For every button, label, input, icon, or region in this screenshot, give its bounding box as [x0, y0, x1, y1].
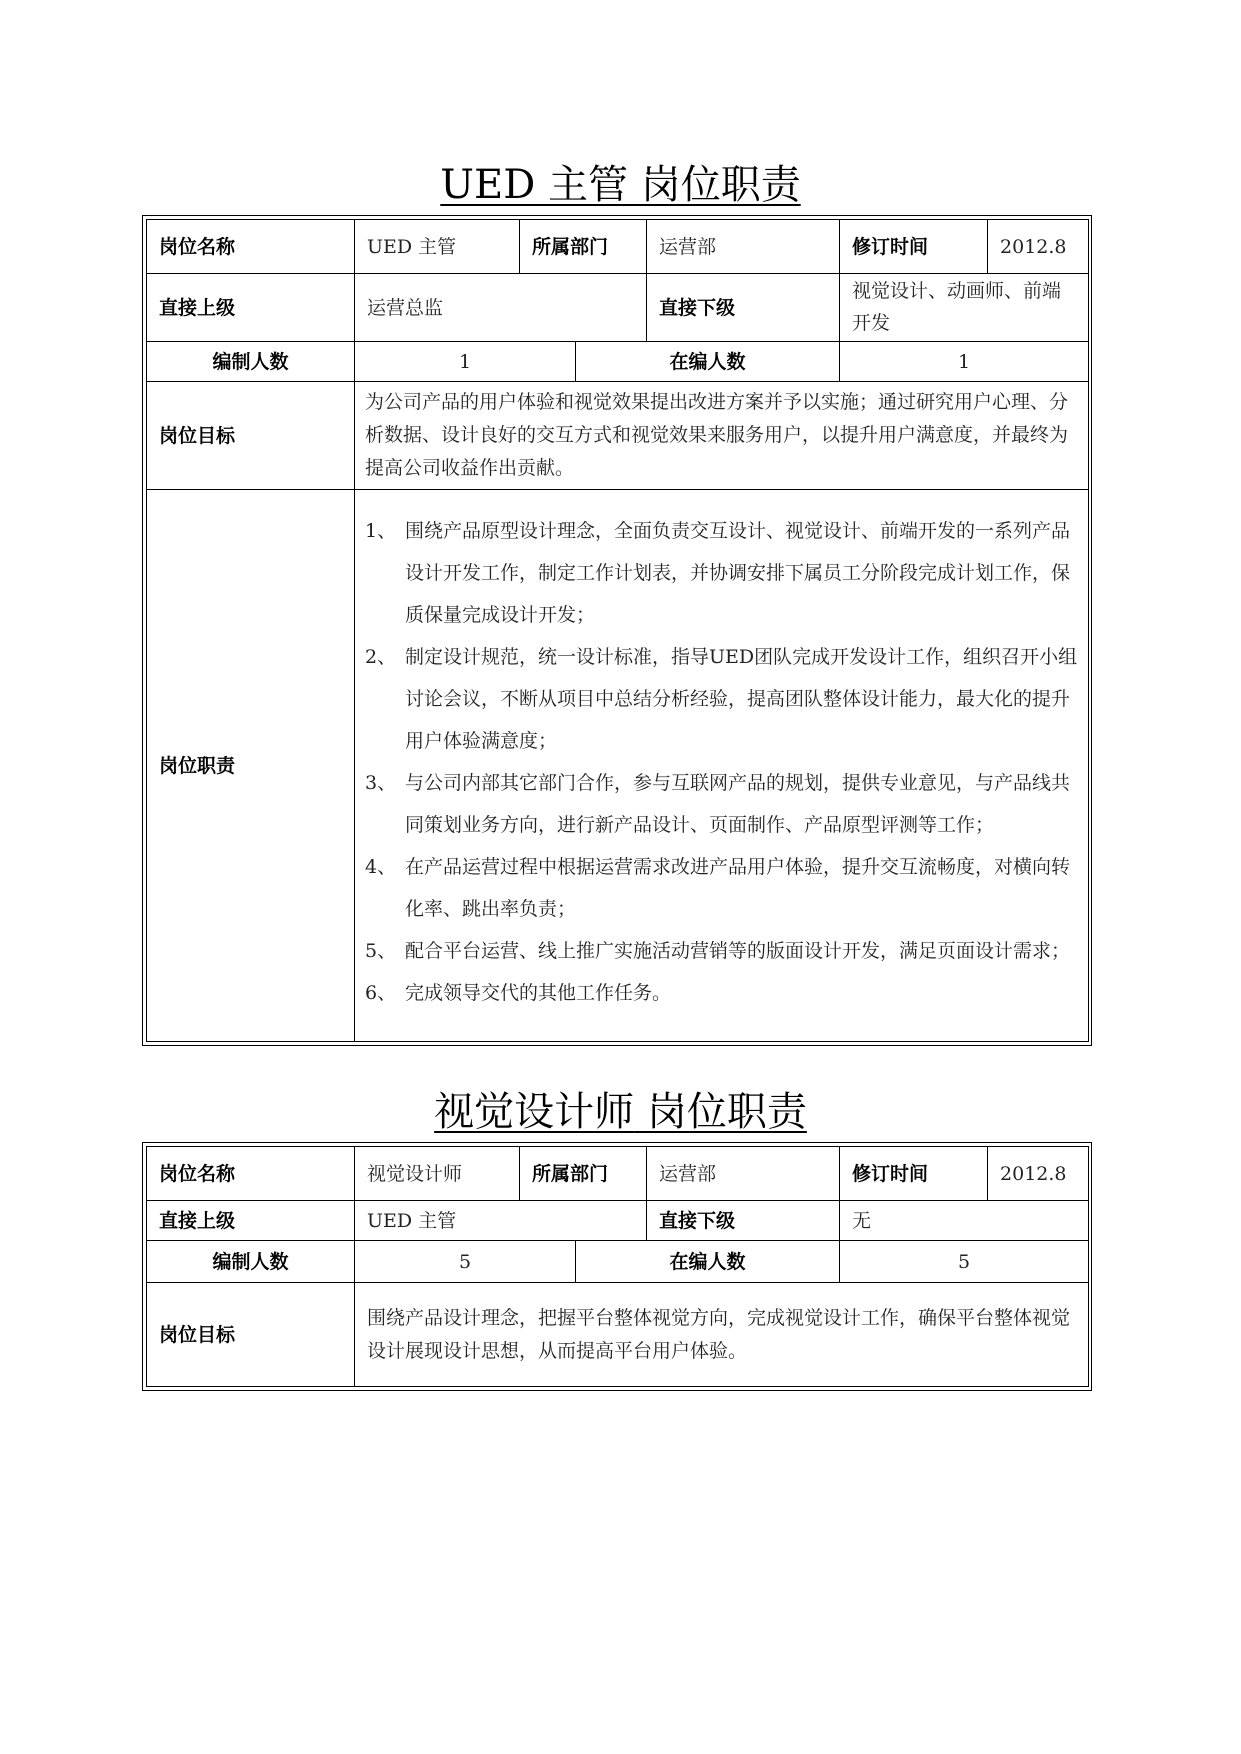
headcount-label: 编制人数 — [147, 1241, 355, 1283]
goal-value: 围绕产品设计理念，把握平台整体视觉方向，完成视觉设计工作，确保平台整体视觉设计展现设计思想，从而提高平台用户体验。 — [355, 1283, 1089, 1387]
table-row — [147, 382, 1089, 490]
list-item: 1、 围绕产品原型设计理念，全面负责交互设计、视觉设计、前端开发的一系列产品设计开发工作，制定工作计划表，并协调安排下属员工分阶段完成计划工作，保质保量完成设计开发； — [365, 520, 1071, 626]
subordinate-label: 直接下级 — [647, 274, 840, 342]
table-row — [147, 1241, 1089, 1283]
table-row — [147, 220, 1089, 274]
revision-label: 修订时间 — [840, 220, 988, 274]
post-name-label: 岗位名称 — [147, 1147, 355, 1201]
duties-list — [365, 490, 1078, 1032]
dept-label: 所属部门 — [520, 220, 647, 274]
headcount-value: 5 — [355, 1241, 576, 1283]
headcount-label: 编制人数 — [147, 342, 355, 382]
post-name-value: 视觉设计师 — [355, 1147, 520, 1201]
current-count-value: 5 — [840, 1241, 1089, 1283]
post-name-label: 岗位名称 — [147, 220, 355, 274]
page-title-visual-designer: 视觉设计师 岗位职责 — [434, 1089, 807, 1135]
list-item: 3、 与公司内部其它部门合作，参与互联网产品的规划，提供专业意见，与产品线共同策划业务方向，进行新产品设计、页面制作、产品原型评测等工作； — [365, 772, 1071, 836]
list-item: 6、 完成领导交代的其他工作任务。 — [365, 982, 672, 1004]
duties-cell — [355, 490, 1089, 1042]
duties-label: 岗位职责 — [147, 490, 355, 1042]
goal-label: 岗位目标 — [147, 382, 355, 490]
table-row — [147, 1283, 1089, 1387]
superior-label: 直接上级 — [147, 274, 355, 342]
goal-value: 为公司产品的用户体验和视觉效果提出改进方案并予以实施；通过研究用户心理、分析数据、设计良好的交互方式和视觉效果来服务用户，以提升用户满意度，并最终为提高公司收益作出贡献。 — [355, 382, 1089, 490]
ued-duty-table — [142, 215, 1092, 1046]
current-count-label: 在编人数 — [576, 1241, 840, 1283]
list-item: 5、 配合平台运营、线上推广实施活动营销等的版面设计开发，满足页面设计需求； — [365, 940, 1071, 962]
current-count-label: 在编人数 — [576, 342, 840, 382]
table-row — [147, 342, 1089, 382]
revision-value: 2012.8 — [988, 1147, 1089, 1201]
revision-value: 2012.8 — [988, 220, 1089, 274]
subordinate-value: 视觉设计、动画师、前端开发 — [840, 274, 1089, 342]
page-title-ued: UED 主管 岗位职责 — [440, 162, 801, 208]
table-row — [147, 490, 1089, 1042]
dept-value: 运营部 — [647, 1147, 840, 1201]
post-name-value: UED 主管 — [355, 220, 520, 274]
table-row — [147, 1147, 1089, 1201]
superior-value: 运营总监 — [355, 274, 647, 342]
table-row — [147, 1201, 1089, 1241]
superior-value: UED 主管 — [355, 1201, 647, 1241]
headcount-value: 1 — [355, 342, 576, 382]
list-item: 2、 制定设计规范，统一设计标准，指导UED团队完成开发设计工作，组织召开小组讨论会议，不断从项目中总结分析经验，提高团队整体设计能力，最大化的提升用户体验满意度； — [365, 646, 1078, 752]
subordinate-label: 直接下级 — [647, 1201, 840, 1241]
superior-label: 直接上级 — [147, 1201, 355, 1241]
visual-designer-duty-table — [142, 1142, 1092, 1391]
list-item: 4、 在产品运营过程中根据运营需求改进产品用户体验，提升交互流畅度，对横向转化率、跳出率负责； — [365, 856, 1071, 920]
revision-label: 修订时间 — [840, 1147, 988, 1201]
goal-label: 岗位目标 — [147, 1283, 355, 1387]
subordinate-value: 无 — [840, 1201, 1089, 1241]
dept-value: 运营部 — [647, 220, 840, 274]
table-row — [147, 274, 1089, 342]
current-count-value: 1 — [840, 342, 1089, 382]
dept-label: 所属部门 — [520, 1147, 647, 1201]
